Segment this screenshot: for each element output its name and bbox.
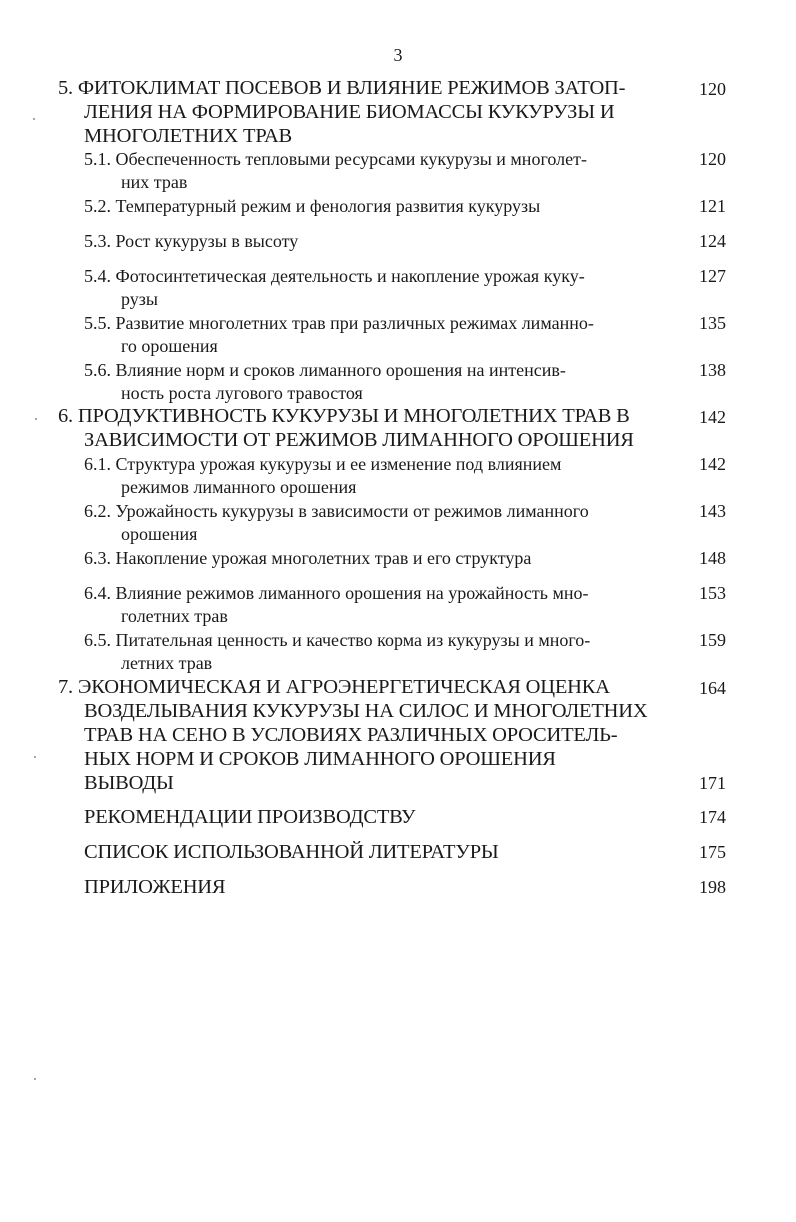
toc-entry-6-4-page: 153 [699,583,726,603]
toc-entry-6-line-1: 6. ПРОДУКТИВНОСТЬ КУКУРУЗЫ И МНОГОЛЕТНИХ ТРАВ В [58,405,630,427]
toc-entry-conclusions-page: 171 [699,773,726,793]
scan-speck [34,756,36,758]
toc-entry-5-4-page: 127 [699,266,726,286]
toc-entry-5-line-3: МНОГОЛЕТНИХ ТРАВ [84,125,293,147]
toc-entry-5-5-line-2: го орошения [121,336,218,356]
toc-entry-6-2-line-2: орошения [121,524,198,544]
toc-entry-5-6-line-2: ность роста лугового травостоя [121,383,363,403]
toc-entry-7-line-3: ТРАВ НА СЕНО В УСЛОВИЯХ РАЗЛИЧНЫХ ОРОСИТЕЛЬ- [84,724,618,746]
toc-entry-5-6-page: 138 [699,360,726,380]
toc-entry-appendices-page: 198 [699,877,726,897]
toc-entry-6-1-line-2: режимов лиманного орошения [121,477,357,497]
toc-entry-5-3: 5.3. Рост кукурузы в высоту [84,231,299,251]
toc-entry-6-4-line-2: голетних трав [121,606,228,626]
toc-entry-appendices: ПРИЛОЖЕНИЯ [84,876,226,898]
toc-entry-6-1-page: 142 [699,454,726,474]
toc-entry-5-line-1: 5. ФИТОКЛИМАТ ПОСЕВОВ И ВЛИЯНИЕ РЕЖИМОВ ЗАТОП- [58,77,626,99]
toc-entry-conclusions: ВЫВОДЫ [84,772,174,794]
toc-entry-5-4-line-2: рузы [121,289,158,309]
toc-entry-6-5-line-2: летних трав [121,653,213,673]
toc-entry-5-5-line-1: 5.5. Развитие многолетних трав при различных режимах лиманно- [84,313,594,333]
scan-speck [33,118,35,120]
toc-entry-6-3: 6.3. Накопление урожая многолетних трав и его структура [84,548,532,568]
toc-entry-6-1-line-1: 6.1. Структура урожая кукурузы и ее изменение под влиянием [84,454,562,474]
toc-entry-6-5-line-1: 6.5. Питательная ценность и качество корма из кукурузы и много- [84,630,591,650]
toc-entry-7-page: 164 [699,678,726,698]
toc-entry-references: СПИСОК ИСПОЛЬЗОВАННОЙ ЛИТЕРАТУРЫ [84,841,499,863]
page-number: 3 [393,45,403,65]
scan-speck [34,1078,36,1080]
toc-entry-6-3-page: 148 [699,548,726,568]
toc-entry-6-page: 142 [699,407,726,427]
toc-entry-5-5-page: 135 [699,313,726,333]
toc-entry-recommendations: РЕКОМЕНДАЦИИ ПРОИЗВОДСТВУ [84,806,416,828]
toc-entry-5-2: 5.2. Температурный режим и фенология развития кукурузы [84,196,541,216]
toc-entry-5-1-line-2: них трав [121,172,188,192]
toc-entry-5-page: 120 [699,79,726,99]
toc-entry-7-line-1: 7. ЭКОНОМИЧЕСКАЯ И АГРОЭНЕРГЕТИЧЕСКАЯ ОЦЕНКА [58,676,610,698]
toc-entry-6-4-line-1: 6.4. Влияние режимов лиманного орошения на урожайность мно- [84,583,589,603]
toc-entry-6-2-page: 143 [699,501,726,521]
toc-entry-6-5-page: 159 [699,630,726,650]
toc-entry-5-line-2: ЛЕНИЯ НА ФОРМИРОВАНИЕ БИОМАССЫ КУКУРУЗЫ И [84,101,615,123]
toc-entry-5-4-line-1: 5.4. Фотосинтетическая деятельность и накопление урожая куку- [84,266,585,286]
toc-entry-7-line-4: НЫХ НОРМ И СРОКОВ ЛИМАННОГО ОРОШЕНИЯ [84,748,556,770]
toc-entry-references-page: 175 [699,842,726,862]
toc-entry-6-line-2: ЗАВИСИМОСТИ ОТ РЕЖИМОВ ЛИМАННОГО ОРОШЕНИЯ [84,429,634,451]
toc-entry-5-1-page: 120 [699,149,726,169]
toc-entry-7-line-2: ВОЗДЕЛЫВАНИЯ КУКУРУЗЫ НА СИЛОС И МНОГОЛЕТНИХ [84,700,648,722]
toc-entry-5-1-line-1: 5.1. Обеспеченность тепловыми ресурсами кукурузы и многолет- [84,149,587,169]
toc-entry-5-6-line-1: 5.6. Влияние норм и сроков лиманного орошения на интенсив- [84,360,566,380]
toc-entry-5-2-page: 121 [699,196,726,216]
toc-entry-6-2-line-1: 6.2. Урожайность кукурузы в зависимости от режимов лиманного [84,501,589,521]
toc-entry-recommendations-page: 174 [699,807,726,827]
toc-entry-5-3-page: 124 [699,231,726,251]
scan-speck [35,418,37,420]
